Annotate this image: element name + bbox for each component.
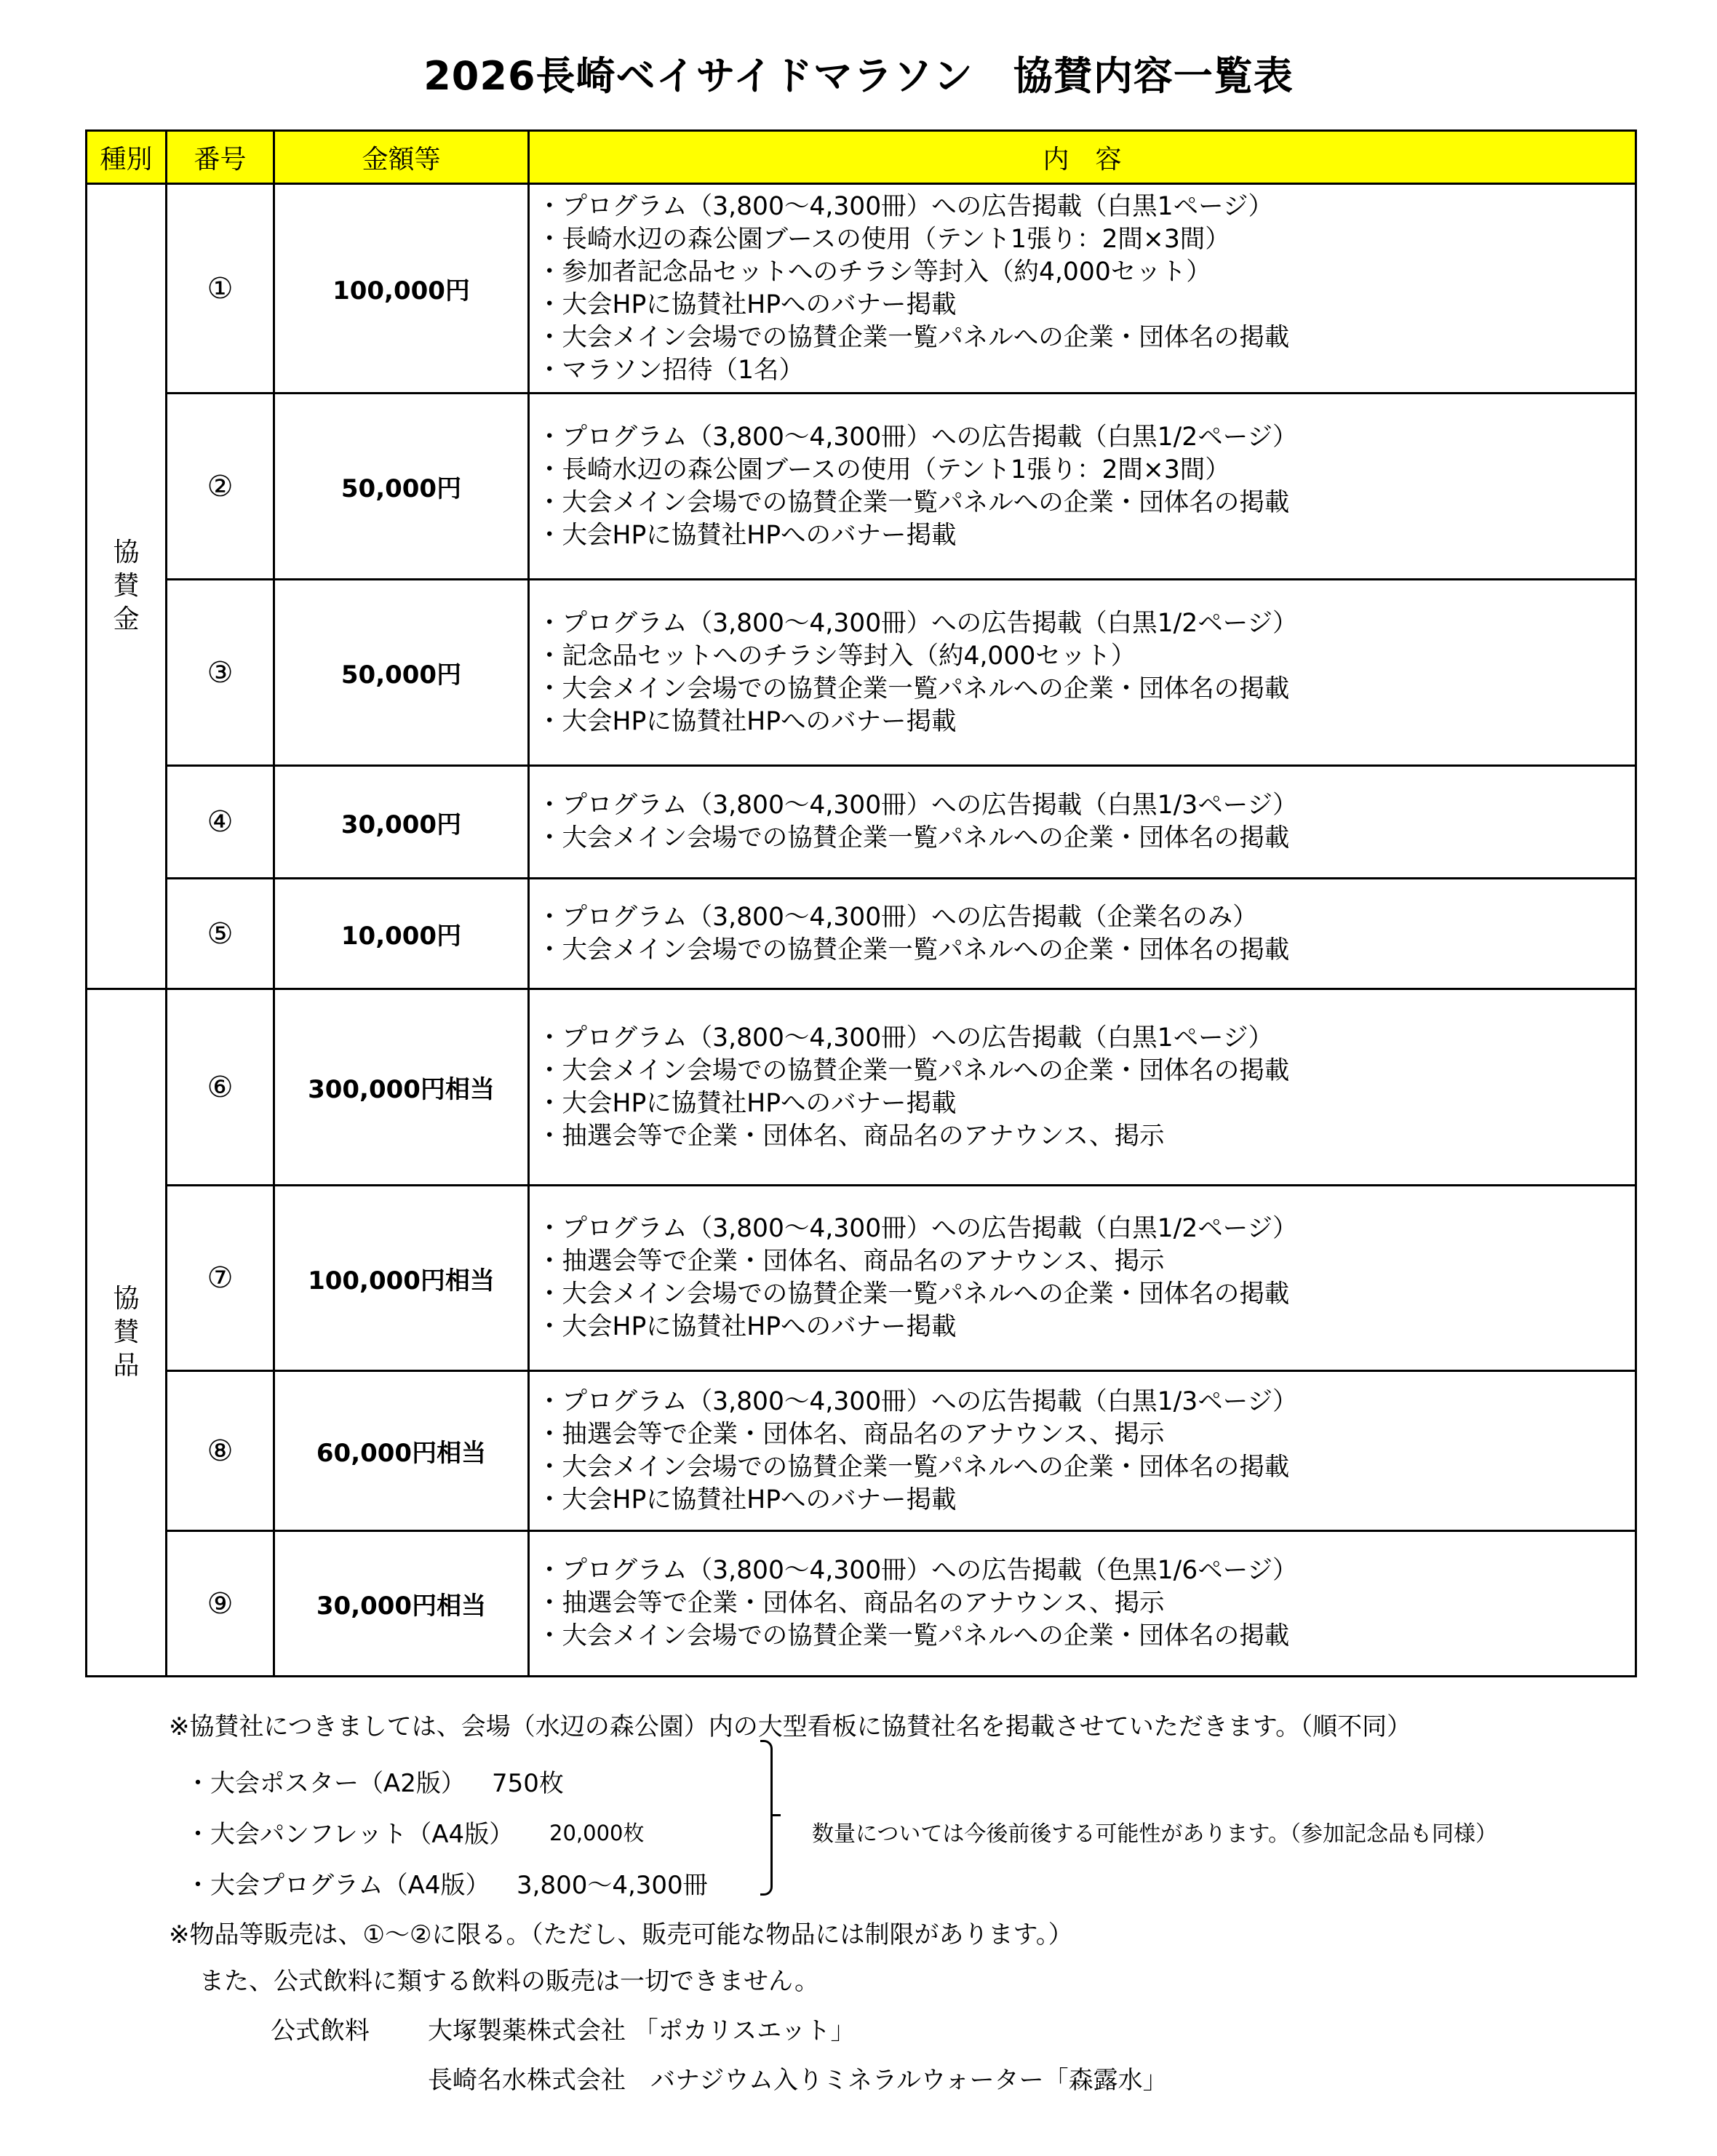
table-row	[87, 989, 1636, 1186]
drink-limit-note: また、公式飲料に類する飲料の販売は一切できません。	[199, 1967, 820, 1996]
number-cell: ④	[167, 766, 274, 879]
content-cell	[529, 1186, 1636, 1371]
content-item: ・抽選会等で企業・団体名、商品名のアナウンス、掲示	[537, 1419, 1165, 1449]
content-item: ・大会メイン会場での協賛企業一覧パネルへの企業・団体名の掲載	[537, 1279, 1290, 1309]
number-cell: ③	[167, 580, 274, 766]
category-cell	[87, 184, 167, 989]
table-row	[87, 1531, 1636, 1677]
content-item: ・大会メイン会場での協賛企業一覧パネルへの企業・団体名の掲載	[537, 1452, 1290, 1482]
number-cell: ⑤	[167, 879, 274, 989]
content-item: ・大会HPに協賛社HPへのバナー掲載	[537, 290, 957, 319]
quantity-note: 数量については今後前後する可能性があります。（参加記念品も同様）	[812, 1821, 1497, 1847]
content-item: ・抽選会等で企業・団体名、商品名のアナウンス、掲示	[537, 1121, 1165, 1151]
content-item: ・大会メイン会場での協賛企業一覧パネルへの企業・団体名の掲載	[537, 322, 1290, 352]
content-item: ・大会HPに協賛社HPへのバナー掲載	[537, 1485, 957, 1514]
amount-cell: 60,000円相当	[274, 1371, 529, 1531]
category-cell	[87, 989, 167, 1677]
content-item: ・大会メイン会場での協賛企業一覧パネルへの企業・団体名の掲載	[537, 935, 1290, 965]
sales-limit-note: ※物品等販売は、①～②に限る。（ただし、販売可能な物品には制限があります。）	[169, 1920, 1073, 1949]
amount-cell: 50,000円	[274, 394, 529, 580]
number-cell: ⑧	[167, 1371, 274, 1531]
content-item: ・参加者記念品セットへのチラシ等封入（約4,000セット）	[537, 257, 1211, 287]
content-item: ・マラソン招待（1名）	[537, 355, 804, 385]
pamphlet-label: ・大会パンフレット（A4版）	[186, 1820, 514, 1849]
official-drink-1: 大塚製薬株式会社 「ポカリスエット」	[428, 2016, 856, 2045]
content-cell	[529, 766, 1636, 879]
amount-cell: 30,000円	[274, 766, 529, 879]
header-content: 内 容	[529, 131, 1636, 184]
content-cell	[529, 580, 1636, 766]
table-row	[87, 184, 1636, 394]
signboard-note: ※協賛社につきましては、会場（水辺の森公園）内の大型看板に協賛社名を掲載させていただきます。（順不同）	[169, 1712, 1412, 1741]
table-header-row	[87, 131, 1636, 184]
content-item: ・長崎水辺の森公園ブースの使用（テント1張り：2間×3間）	[537, 455, 1230, 484]
amount-cell: 50,000円	[274, 580, 529, 766]
content-cell	[529, 1371, 1636, 1531]
header-number: 番号	[167, 131, 274, 184]
amount-cell: 100,000円	[274, 184, 529, 394]
content-item: ・抽選会等で企業・団体名、商品名のアナウンス、掲示	[537, 1589, 1165, 1618]
content-item: ・プログラム（3,800～4,300冊）への広告掲載（白黒1/2ページ）	[537, 1214, 1298, 1243]
content-item: ・長崎水辺の森公園ブースの使用（テント1張り：2間×3間）	[537, 224, 1230, 254]
table-row	[87, 879, 1636, 989]
content-item: ・プログラム（3,800～4,300冊）への広告掲載（企業名のみ）	[537, 902, 1258, 932]
category-label: 協賛品	[113, 1284, 140, 1381]
content-item: ・大会HPに協賛社HPへのバナー掲載	[537, 1088, 957, 1118]
content-item: ・大会メイン会場での協賛企業一覧パネルへの企業・団体名の掲載	[537, 674, 1290, 703]
amount-cell: 30,000円相当	[274, 1531, 529, 1677]
page-title: 2026長崎ベイサイドマラソン 協賛内容一覧表	[423, 53, 1294, 99]
content-item: ・プログラム（3,800～4,300冊）への広告掲載（白黒1ページ）	[537, 1023, 1273, 1053]
content-item: ・プログラム（3,800～4,300冊）への広告掲載（白黒1/3ページ）	[537, 791, 1298, 820]
content-item: ・大会HPに協賛社HPへのバナー掲載	[537, 520, 957, 550]
program-quantity: 3,800～4,300冊	[517, 1871, 708, 1900]
content-item: ・大会メイン会場での協賛企業一覧パネルへの企業・団体名の掲載	[537, 823, 1290, 853]
content-item: ・プログラム（3,800～4,300冊）への広告掲載（白黒1ページ）	[537, 191, 1273, 221]
table-row	[87, 580, 1636, 766]
category-label: 協賛金	[113, 538, 140, 634]
brace-tip	[772, 1814, 781, 1816]
number-cell: ⑥	[167, 989, 274, 1186]
sponsorship-table	[85, 129, 1637, 1677]
content-item: ・プログラム（3,800～4,300冊）への広告掲載（白黒1/2ページ）	[537, 422, 1298, 452]
content-cell	[529, 989, 1636, 1186]
pamphlet-quantity: 20,000枚	[549, 1821, 645, 1845]
content-item: ・大会メイン会場での協賛企業一覧パネルへの企業・団体名の掲載	[537, 487, 1290, 517]
amount-cell: 10,000円	[274, 879, 529, 989]
number-cell: ②	[167, 394, 274, 580]
content-item: ・プログラム（3,800～4,300冊）への広告掲載（白黒1/3ページ）	[537, 1386, 1298, 1416]
right-brace	[760, 1740, 773, 1896]
content-cell	[529, 394, 1636, 580]
amount-cell: 300,000円相当	[274, 989, 529, 1186]
content-item: ・大会メイン会場での協賛企業一覧パネルへの企業・団体名の掲載	[537, 1621, 1290, 1650]
content-item: ・プログラム（3,800～4,300冊）への広告掲載（白黒1/2ページ）	[537, 608, 1298, 638]
table-row	[87, 766, 1636, 879]
table-row	[87, 394, 1636, 580]
official-drink-label: 公式飲料	[271, 2016, 370, 2045]
amount-cell: 100,000円相当	[274, 1186, 529, 1371]
content-item: ・大会HPに協賛社HPへのバナー掲載	[537, 1312, 957, 1341]
poster-quantity: 750枚	[492, 1769, 564, 1798]
number-cell: ⑦	[167, 1186, 274, 1371]
content-cell	[529, 1531, 1636, 1677]
table-row	[87, 1186, 1636, 1371]
number-cell: ①	[167, 184, 274, 394]
header-amount: 金額等	[274, 131, 529, 184]
number-cell: ⑨	[167, 1531, 274, 1677]
content-item: ・大会HPに協賛社HPへのバナー掲載	[537, 706, 957, 736]
program-label: ・大会プログラム（A4版）	[186, 1871, 490, 1900]
content-cell	[529, 184, 1636, 394]
poster-label: ・大会ポスター（A2版）	[186, 1769, 466, 1798]
table-row	[87, 1371, 1636, 1531]
content-item: ・プログラム（3,800～4,300冊）への広告掲載（色黒1/6ページ）	[537, 1556, 1298, 1585]
content-cell	[529, 879, 1636, 989]
content-item: ・抽選会等で企業・団体名、商品名のアナウンス、掲示	[537, 1247, 1165, 1276]
official-drink-2: 長崎名水株式会社 バナジウム入りミネラルウォーター「森露水」	[428, 2066, 1168, 2095]
header-category: 種別	[87, 131, 167, 184]
content-item: ・大会メイン会場での協賛企業一覧パネルへの企業・団体名の掲載	[537, 1055, 1290, 1085]
content-item: ・記念品セットへのチラシ等封入（約4,000セット）	[537, 641, 1136, 671]
